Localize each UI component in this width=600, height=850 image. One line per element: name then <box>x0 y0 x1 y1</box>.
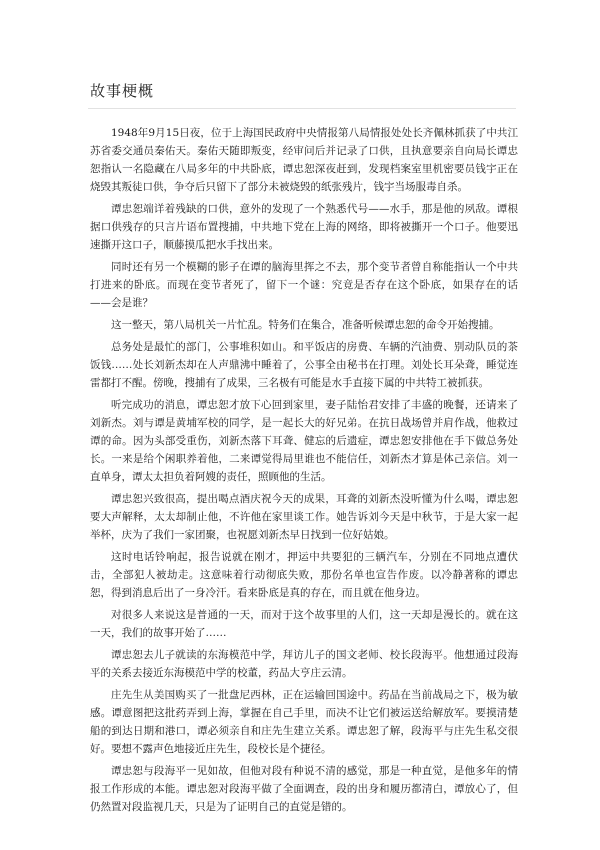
page-title: 故事梗概 <box>90 82 155 100</box>
paragraph: 谭忠恕兴致很高，提出喝点酒庆祝今天的成果，耳聋的刘新杰没听懂为什么喝，谭忠恕要大声解释，太太却制止他，不许他在家里谈工作。她告诉刘今天是中秋节，于是大家一起举杯，庆为了我们一家团聚，也祝愿刘新杰早日找到一位好姑娘。 <box>90 493 518 541</box>
paragraph: 听完成功的消息，谭忠恕才放下心回到家里，妻子陆怡君安排了丰盛的晚餐，还请来了刘新杰。刘与谭是黄埔军校的同学，是一起长大的好兄弟。在抗日战场曾并肩作战，他救过谭的命。因为头部受重伤，刘新杰落下耳聋、健忘的后遗症，谭忠恕安排他在手下做总务处长。一来是给个闲职养着他，二来谭觉得局里谁也不能信任，刘新杰才算是体己亲信。刘一直单身，谭太太担负着阿嫂的责任，照顾他的生活。 <box>90 399 518 483</box>
paragraph: 谭忠恕端详着残缺的口供，意外的发现了一个熟悉代号——水手，那是他的夙敌。谭根据口供残存的只言片语布置搜捕，中共地下党在上海的网络，即将被撕开一个口子。他要迅速撕开这口子，顺藤摸瓜把水手找出来。 <box>90 203 518 251</box>
paragraph: 同时还有另一个模糊的影子在谭的脑海里挥之不去，那个变节者曾自称能指认一个中共打进来的卧底。而现在变节者死了，留下一个谜：究竟是否存在这个卧底，如果存在的话——会是谁？ <box>90 261 518 309</box>
paragraph: 这一整天，第八局机关一片忙乱。特务们在集合，准备听候谭忠恕的命令开始搜捕。 <box>111 319 500 331</box>
paragraph: 这时电话铃响起，报告说就在刚才，押运中共要犯的三辆汽车，分别在不同地点遭伏击，全部犯人被劫走。这意味着行动彻底失败，那份名单也宣告作废。以冷静著称的谭忠恕，得到消息后出了一身冷汗。看来卧底是真的存在，而且就在他身边。 <box>90 551 518 599</box>
title-divider <box>88 108 516 109</box>
paragraph: 谭忠恕去儿子就读的东海模范中学，拜访儿子的国文老师、校长段海平。他想通过段海平的关系去接近东海模范中学的校董，药品大亨庄云清。 <box>90 649 518 679</box>
paragraph: 庄先生从美国购买了一批盘尼西林，正在运输回国途中。药品在当前战局之下，极为敏感。谭意图把这批药弄到上海，掌握在自己手里，而决不让它们被运送给解放军。要摸清楚船的到达日期和港口，谭必须亲自和庄先生建立关系。谭忠恕了解，段海平与庄先生私交很好。要想不露声色地接近庄先生，段校长是个捷径。 <box>90 689 518 755</box>
story-body <box>90 124 518 820</box>
paragraph: 谭忠恕与段海平一见如故，但他对段有种说不清的感觉，那是一种直觉，是他多年的情报工作形成的本能。谭忠恕对段海平做了全面调查，段的出身和履历都清白，谭放心了，但仍然置对段监视几天，只是为了证明自己的直觉是错的。 <box>90 765 518 813</box>
paragraph: 1948年9月15日夜，位于上海国民政府中央情报第八局情报处处长齐佩林抓获了中共江苏省委交通员秦佑天。秦佑天随即叛变，经审问后并记录了口供，且执意要亲自向局长谭忠恕指认一名隐藏在八局多年的中共卧底，谭忠恕深夜赶到，发现档案室里机密要员钱宇正在烧毁其叛徒口供，争夺后只留下了部分未被烧毁的纸张残片，钱宇当场服毒自杀。 <box>90 127 518 193</box>
paragraph: 总务处是最忙的部门，公事堆积如山。和平饭店的房费、车辆的汽油费、别动队员的茶饭钱……处长刘新杰却在人声鼎沸中睡着了，公事全由秘书在打理。刘处长耳朵聋，睡觉连雷都打不醒。傍晚，搜捕有了成果，三名极有可能是水手直接下属的中共特工被抓获。 <box>90 341 518 389</box>
paragraph: 对很多人来说这是普通的一天，而对于这个故事里的人们，这一天却是漫长的。就在这一天，我们的故事开始了…… <box>90 609 518 639</box>
